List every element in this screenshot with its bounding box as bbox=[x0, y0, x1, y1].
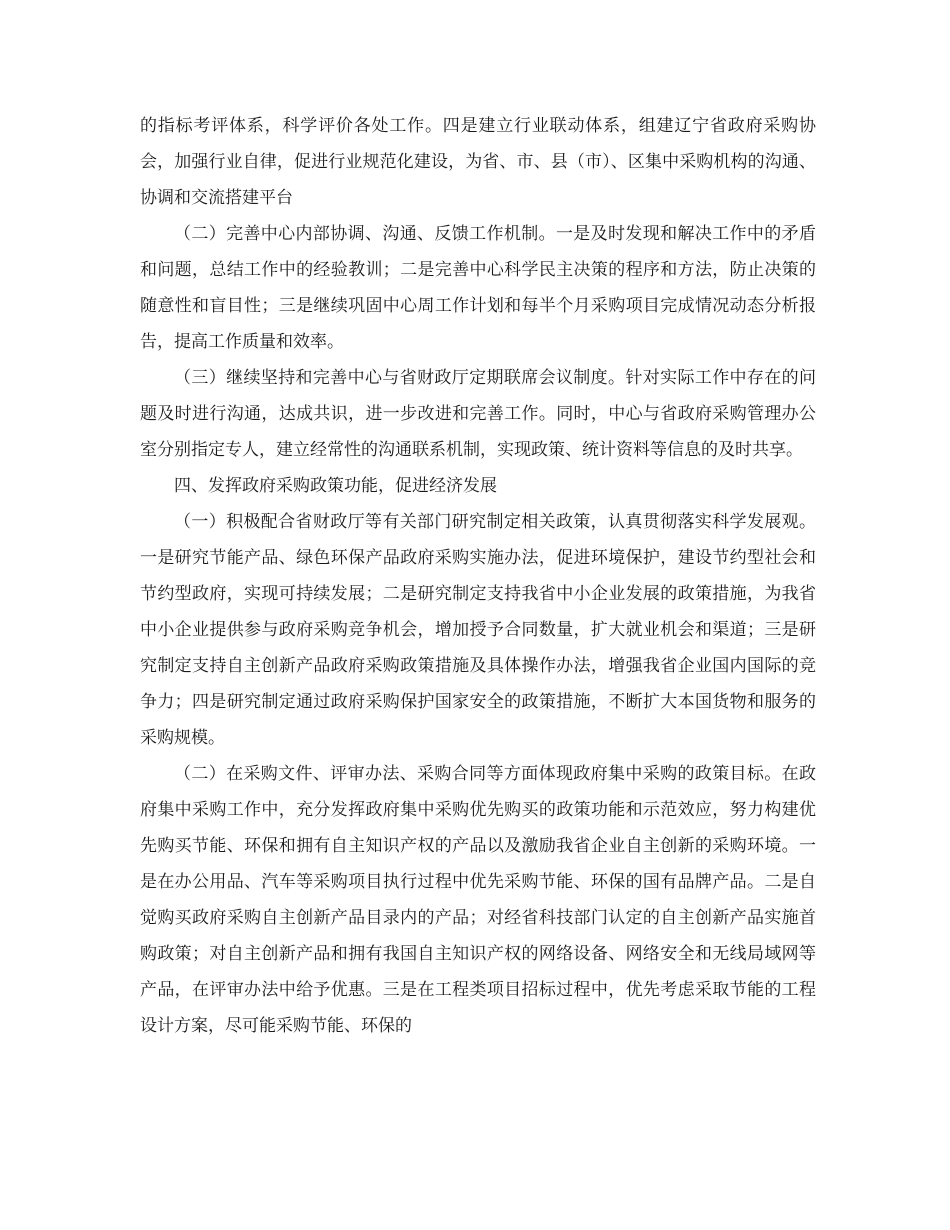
paragraph-3: （三）继续坚持和完善中心与省财政厅定期联席会议制度。针对实际工作中存在的问题及时进行沟通，达成共识，进一步改进和完善工作。同时，中心与省政府采购管理办公室分别指定专人，建立经常性的沟通联系机制，实现政策、统计资料等信息的及时共享。 bbox=[140, 368, 816, 460]
section-heading-4: 四、发挥政府采购政策功能，促进经济发展 bbox=[174, 476, 497, 496]
paragraph-1: 的指标考评体系，科学评价各处工作。四是建立行业联动体系，组建辽宁省政府采购协会，加强行业自律，促进行业规范化建设，为省、市、县（市）、区集中采购机构的沟通、协调和交流搭建平台 bbox=[140, 116, 816, 208]
paragraph-2: （二）完善中心内部协调、沟通、反馈工作机制。一是及时发现和解决工作中的矛盾和问题，总结工作中的经验教训；二是完善中心科学民主决策的程序和方法，防止决策的随意性和盲目性；三是继续巩固中心周工作计划和每半个月采购项目完成情况动态分析报告，提高工作质量和效率。 bbox=[140, 224, 816, 352]
document-body bbox=[140, 108, 816, 1044]
paragraph-6: （二）在采购文件、评审办法、采购合同等方面体现政府集中采购的政策目标。在政府集中采购工作中，充分发挥政府集中采购优先购买的政策功能和示范效应，努力构建优先购买节能、环保和拥有自主知识产权的产品以及激励我省企业自主创新的采购环境。一是在办公用品、汽车等采购项目执行过程中优先采购节能、环保的国有品牌产品。二是自觉购买政府采购自主创新产品目录内的产品；对经省科技部门认定的自主创新产品实施首购政策；对自主创新产品和拥有我国自主知识产权的网络设备、网络安全和无线局域网等产品，在评审办法中给予优惠。三是在工程类项目招标过程中，优先考虑采取节能的工程设计方案，尽可能采购节能、环保的 bbox=[140, 764, 816, 1036]
paragraph-5: （一）积极配合省财政厅等有关部门研究制定相关政策，认真贯彻落实科学发展观。一是研究节能产品、绿色环保产品政府采购实施办法，促进环境保护，建设节约型社会和节约型政府，实现可持续发展；二是研究制定支持我省中小企业发展的政策措施，为我省中小企业提供参与政府采购竞争机会，增加授予合同数量，扩大就业机会和渠道；三是研究制定支持自主创新产品政府采购政策措施及具体操作办法，增强我省企业国内国际的竞争力；四是研究制定通过政府采购保护国家安全的政策措施，不断扩大本国货物和服务的采购规模。 bbox=[140, 512, 816, 748]
